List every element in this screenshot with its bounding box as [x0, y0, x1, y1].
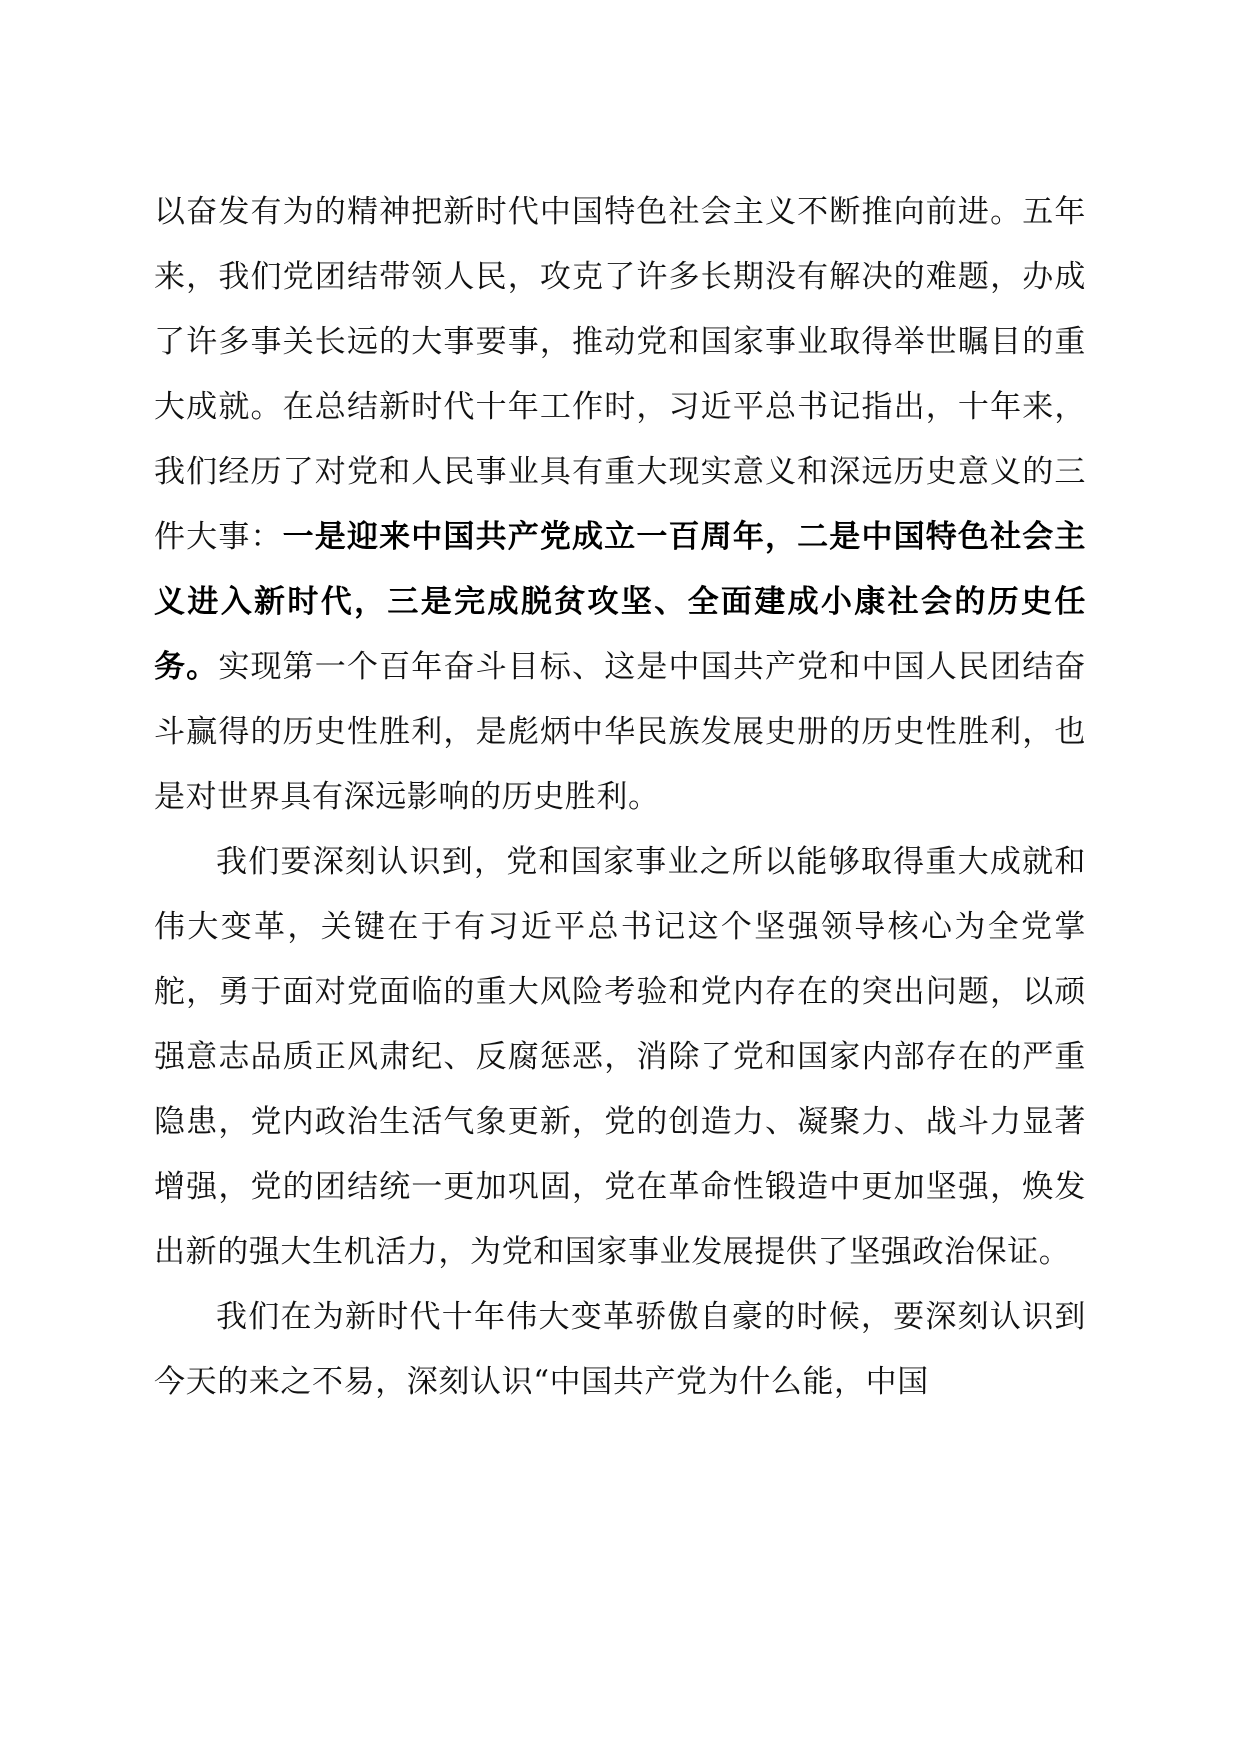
- paragraph-3: [154, 1285, 1086, 1415]
- paragraph-1-text-b: 实现第一个百年奋斗目标、这是中国共产党和中国人民团结奋斗赢得的历史性胜利，是彪炳中华民族发展史册的历史性胜利，也是对世界具有深远影响的历史胜利。: [154, 649, 1087, 815]
- paragraph-3-text: 我们在为新时代十年伟大变革骄傲自豪的时候，要深刻认识到今天的来之不易，深刻认识“中国共产党为什么能，中国: [154, 1299, 1086, 1400]
- paragraph-1-bold-text: 一是迎来中国共产党成立一百周年，二是中国特色社会主义进入新时代，三是完成脱贫攻坚、全面建成小康社会的历史任务。: [154, 519, 1087, 685]
- document-body: [154, 180, 1086, 1415]
- paragraph-2-text: 我们要深刻认识到，党和国家事业之所以能够取得重大成就和伟大变革，关键在于有习近平总书记这个坚强领导核心为全党掌舵，勇于面对党面临的重大风险考验和党内存在的突出问题，以顽强意志品质正风肃纪、反腐惩恶，消除了党和国家内部存在的严重隐患，党内政治生活气象更新，党的创造力、凝聚力、战斗力显著增强，党的团结统一更加巩固，党在革命性锻造中更加坚强，焕发出新的强大生机活力，为党和国家事业发展提供了坚强政治保证。: [154, 844, 1086, 1270]
- paragraph-1-text-a: 以奋发有为的精神把新时代中国特色社会主义不断推向前进。五年来，我们党团结带领人民，攻克了许多长期没有解决的难题，办成了许多事关长远的大事要事，推动党和国家事业取得举世瞩目的重大成就。在总结新时代十年工作时，习近平总书记指出，十年来，我们经历了对党和人民事业具有重大现实意义和深远历史意义的三件大事：: [154, 194, 1086, 555]
- paragraph-1: [154, 180, 1086, 830]
- paragraph-2: [154, 830, 1086, 1285]
